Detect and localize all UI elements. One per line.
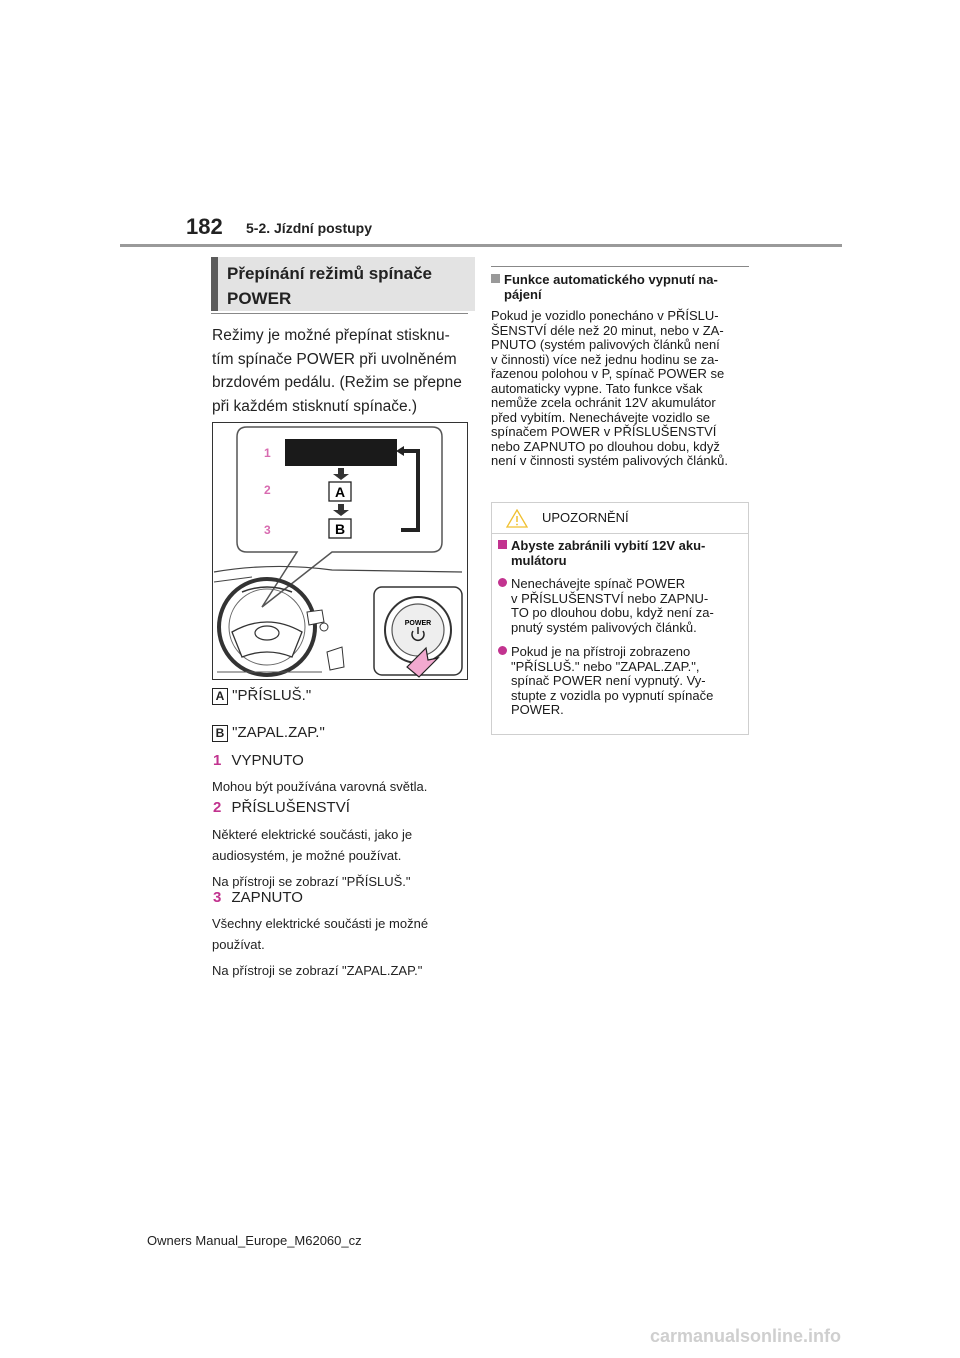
mode-desc-line: audiosystém, je možné používat. [212,847,402,863]
mode-desc-line: Všechny elektrické součásti je možné [212,916,429,931]
mode-3 [213,889,303,906]
watermark[interactable]: carmanualsonline.info [650,1326,842,1346]
badge-a: A [212,688,228,705]
auto-off-section [491,266,749,469]
badge-a-letter: A [334,484,346,500]
mode-desc [212,914,428,982]
square-bullet-icon [498,540,507,549]
warning-subhead [498,539,744,568]
item-line: spínač POWER není vypnutý. Vy- [511,673,706,688]
intro-line: při každém stisknutí spínače.) [212,397,418,415]
power-switch-figure [212,422,468,680]
mode-number: 3 [213,889,222,906]
mode-label-1: 1 [264,446,271,460]
item-line: pnutý systém palivových článků. [511,619,697,635]
round-bullet-icon [498,578,507,587]
body-line: řazenou polohou v P, spínač POWER se [491,366,725,381]
mode-name: ZAPNUTO [231,889,303,906]
auto-off-heading [491,272,749,302]
power-button-label: POWER [404,620,432,627]
body-line: před vybitím. Nenechávejte vozidlo se [491,409,710,425]
item-line: stupte z vozidla po vypnutí spínače [511,687,714,703]
header-rule [120,244,842,247]
caption-a [212,687,311,705]
body-line: není v činnosti systém palivových článků. [491,453,728,468]
warning-triangle-icon [506,509,528,528]
body-line: spínačem POWER v PŘÍSLUŠENSTVÍ [491,424,717,439]
item-line: Nenechávejte spínač POWER [511,576,686,591]
heading-line: Funkce automatického vypnutí na- [504,272,718,287]
body-line: v činnosti) více než jednu hodinu se za- [491,351,719,367]
round-bullet-icon [498,646,507,655]
mode-2 [213,799,350,816]
item-line: Pokud je na přístroji zobrazeno [511,644,691,659]
section-heading [227,261,432,311]
mode-1 [213,752,304,769]
intro-line: tím spínače POWER při uvolněném [212,350,457,368]
section-heading-line-1: Přepínání režimů spínače [227,264,433,283]
intro-line: brzdovém pedálu. (Režim se přepne [212,374,462,391]
square-bullet-icon [491,274,500,283]
item-line: v PŘÍSLUŠENSTVÍ nebo ZAPNU- [511,590,709,606]
mode-desc-line: Některé elektrické součásti, jako je [212,827,413,842]
badge-b: B [212,725,228,742]
item-line: "PŘÍSLUŠ." nebo "ZAPAL.ZAP.", [511,658,700,674]
heading-line: pájení [504,287,542,302]
caption-b [212,724,325,742]
caption-a-text: "PŘÍSLUŠ." [232,687,312,704]
item-line: POWER. [511,702,564,717]
body-line: nemůže zcela ochránit 12V akumulátor [491,395,716,410]
mode-label-2: 2 [264,483,271,497]
section-rule [491,266,749,267]
display-off-bar [285,439,397,466]
mode-desc-line: Na přístroji se zobrazí "ZAPAL.ZAP." [212,963,423,978]
body-line: automaticky vypne. Tato funkce však [491,380,703,396]
warning-content [498,539,744,718]
mode-number: 2 [213,799,222,816]
auto-off-body [491,309,749,469]
subhead-line: Abyste zabránili vybití 12V aku- [511,538,706,553]
warning-item-1 [498,577,744,635]
mode-label-3: 3 [264,523,271,537]
mode-name: PŘÍSLUŠENSTVÍ [231,799,350,816]
mode-desc [212,825,412,893]
mode-number: 1 [213,752,222,769]
section-heading-line-2: POWER [227,289,292,308]
intro-paragraph [212,324,468,418]
warning-title: UPOZORNĚNÍ [542,510,629,525]
body-line: nebo ZAPNUTO po dlouhou dobu, když [491,438,720,454]
warning-header [492,503,748,534]
item-line: TO po dlouhou dobu, když není za- [511,605,714,620]
caption-b-text: "ZAPAL.ZAP." [232,724,325,741]
mode-desc-line: Na přístroji se zobrazí "PŘÍSLUŠ." [212,874,411,889]
page-number: 182 [186,214,223,239]
badge-b-letter: B [334,521,346,537]
section-title: 5-2. Jízdní postupy [246,220,373,236]
heading-underline [211,313,468,314]
warning-box [491,502,749,735]
mode-name: VYPNUTO [231,752,304,769]
body-line: ŠENSTVÍ déle než 20 minut, nebo v ZA- [491,322,724,338]
mode-desc: Mohou být používána varovná světla. [212,779,428,794]
warning-item-2 [498,645,744,718]
body-line: PNUTO (systém palivových článků není [491,337,720,352]
intro-line: Režimy je možné přepínat stisknu- [212,327,450,344]
subhead-line: mulátoru [511,552,567,568]
mode-desc-line: používat. [212,936,265,952]
footer-text: Owners Manual_Europe_M62060_cz [147,1233,362,1248]
body-line: Pokud je vozidlo ponecháno v PŘÍSLU- [491,308,719,323]
section-heading-box [211,257,475,311]
